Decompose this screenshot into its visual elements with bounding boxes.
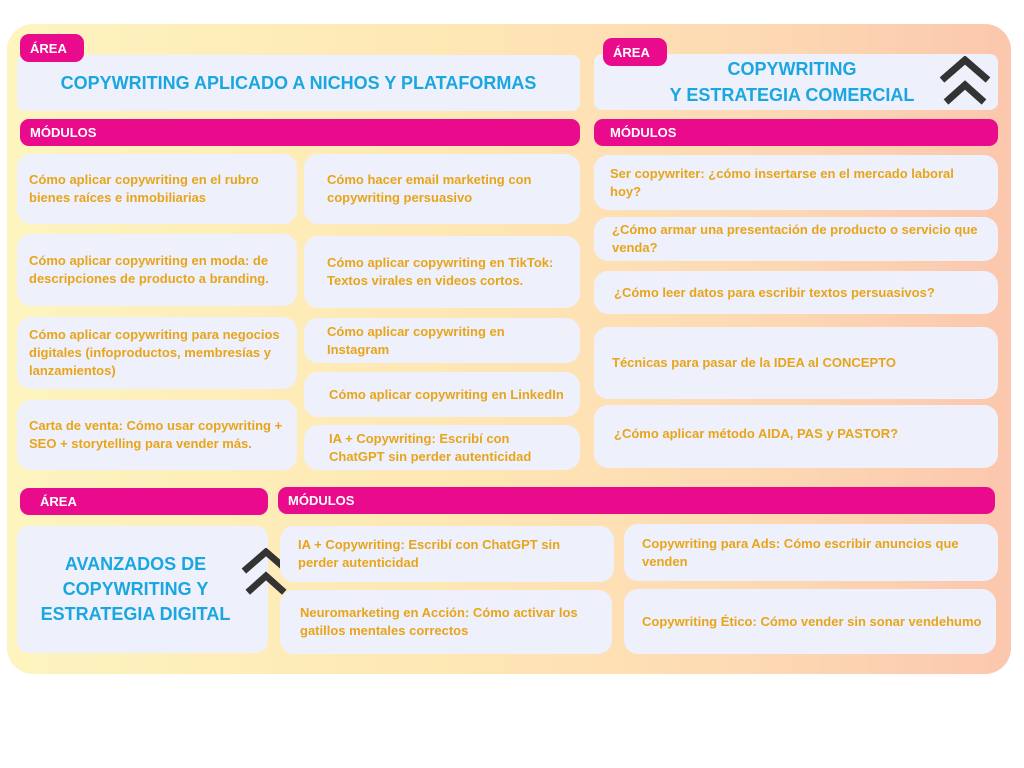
area3-module-right-2: Copywriting Ético: Cómo vender sin sonar vendehumo [624,589,996,654]
area2-title-line1: COPYWRITING [727,59,857,79]
area2-modules-label: MÓDULOS [594,119,998,146]
area2-module-3: ¿Cómo leer datos para escribir textos persuasivos? [594,271,998,314]
area1-area-label: ÁREA [20,34,84,62]
area2-module-2: ¿Cómo armar una presentación de producto o servicio que venda? [594,217,998,261]
area1-modules-label: MÓDULOS [20,119,580,146]
area2-module-5: ¿Cómo aplicar método AIDA, PAS y PASTOR? [594,405,998,468]
area3-title-line1: AVANZADOS DE [64,554,207,574]
area1-module-right-1: Cómo hacer email marketing con copywriting persuasivo [304,154,580,224]
area1-module-left-4: Carta de venta: Cómo usar copywriting + SEO + storytelling para vender más. [17,400,297,470]
area1-module-right-4: Cómo aplicar copywriting en LinkedIn [304,372,580,417]
double-chevron-up-icon [938,56,992,108]
area1-module-right-2: Cómo aplicar copywriting en TikTok: Textos virales en videos cortos. [304,236,580,308]
area3-module-left-2: Neuromarketing en Acción: Cómo activar los gatillos mentales correctos [280,590,612,654]
area3-module-left-1: IA + Copywriting: Escribí con ChatGPT sin perder autenticidad [280,526,614,582]
area3-title-box [17,526,268,653]
area1-module-right-3: Cómo aplicar copywriting en Instagram [304,318,580,363]
area1-title-box [17,55,580,111]
area1-module-right-5: IA + Copywriting: Escribí con ChatGPT sin perder autenticidad [304,425,580,470]
area2-area-label: ÁREA [603,38,667,66]
area3-title-line3: ESTRATEGIA DIGITAL [40,604,231,624]
area1-module-left-2: Cómo aplicar copywriting en moda: de descripciones de producto a branding. [17,234,297,306]
area2-module-1: Ser copywriter: ¿cómo insertarse en el mercado laboral hoy? [594,155,998,210]
area3-modules-label: MÓDULOS [278,487,995,514]
area3-title-line2: COPYWRITING Y [62,579,209,599]
area1-module-left-3: Cómo aplicar copywriting para negocios digitales (infoproductos, membresías y lanzamientos) [17,317,297,389]
area1-title: COPYWRITING APLICADO A NICHOS Y PLATAFORMAS [60,72,537,93]
area2-module-4: Técnicas para pasar de la IDEA al CONCEPTO [594,327,998,399]
area3-module-right-1: Copywriting para Ads: Cómo escribir anuncios que venden [624,524,998,581]
area2-title-line2: Y ESTRATEGIA COMERCIAL [669,85,915,105]
area1-module-left-1: Cómo aplicar copywriting en el rubro bienes raíces e inmobiliarias [17,154,297,224]
area3-area-label: ÁREA [20,488,268,515]
